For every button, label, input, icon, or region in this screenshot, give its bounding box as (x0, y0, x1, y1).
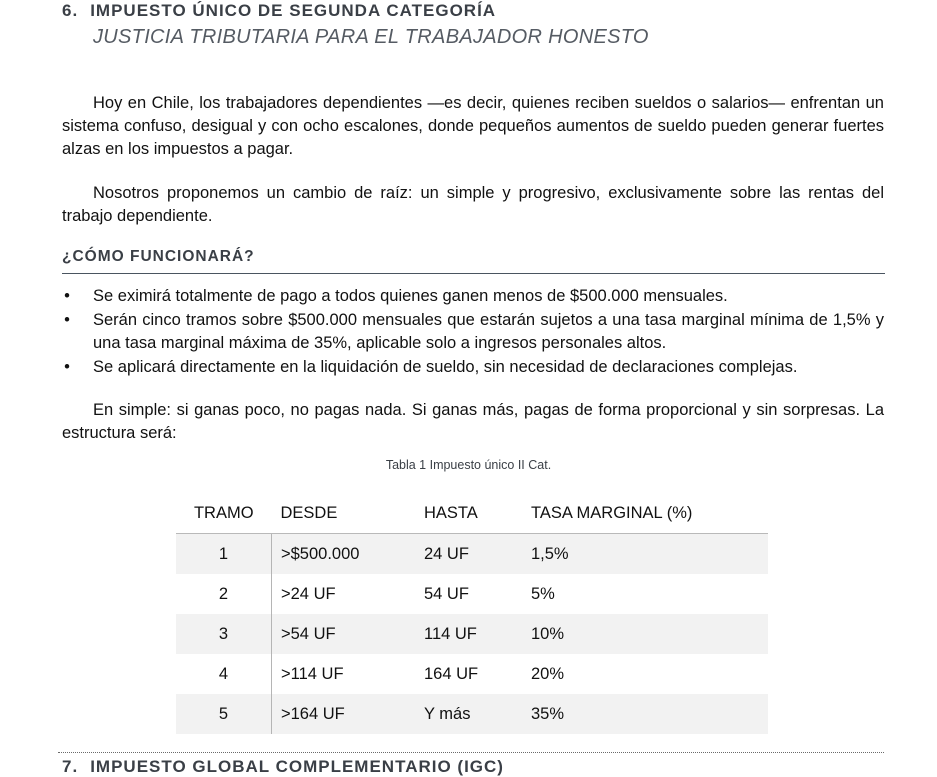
cell-desde: >$500.000 (272, 534, 425, 575)
table-row (176, 694, 768, 734)
table-row (176, 654, 768, 694)
cell-desde: >114 UF (272, 654, 425, 694)
section-heading (62, 1, 496, 21)
cell-tasa: 35% (531, 694, 768, 734)
proposal-paragraph: Nosotros proponemos un cambio de raíz: un simple y progresivo, exclusivamente sobre las rentas del trabajo dependiente. (62, 184, 884, 225)
table-row (176, 614, 768, 654)
bullet-list (62, 285, 884, 379)
cell-tasa: 5% (531, 584, 555, 603)
cell-tramo: 4 (218, 664, 229, 683)
cell-hasta: Y más (424, 694, 531, 734)
header-tasa: TASA MARGINAL (%) (531, 493, 768, 534)
cell-hasta: 24 UF (424, 534, 531, 575)
bullet-icon: • (64, 357, 70, 376)
list-item (62, 356, 884, 380)
bullet-icon: • (64, 310, 70, 329)
cell-tasa: 1,5% (531, 534, 768, 575)
table-caption: Tabla 1 Impuesto único II Cat. (385, 458, 552, 472)
cell-tasa: 10% (531, 614, 768, 654)
cell-hasta: 164 UF (424, 664, 479, 683)
header-desde: DESDE (272, 493, 425, 534)
cell-hasta: 54 UF (424, 584, 469, 603)
summary-paragraph: En simple: si ganas poco, no pagas nada. Si ganas más, pagas de forma proporcional y sin sorpresas. La estructura será: (62, 401, 884, 442)
next-section-number: 7. (62, 757, 79, 776)
cell-desde: >54 UF (272, 614, 425, 654)
cell-desde: >164 UF (272, 694, 425, 734)
next-section-title: IMPUESTO GLOBAL COMPLEMENTARIO (IGC) (90, 757, 504, 776)
header-hasta: HASTA (424, 493, 531, 534)
list-item (62, 285, 884, 309)
table-row (176, 534, 768, 575)
cell-tramo: 1 (176, 534, 272, 575)
section-title: IMPUESTO ÚNICO DE SEGUNDA CATEGORÍA (90, 1, 497, 20)
bullet-text: Se eximirá totalmente de pago a todos quienes ganen menos de $500.000 mensuales. (93, 287, 728, 305)
heading-divider (62, 273, 885, 274)
tax-bracket-table (176, 493, 768, 734)
cell-tramo: 2 (218, 584, 229, 603)
cell-tramo: 5 (176, 694, 272, 734)
bullet-text: Serán cinco tramos sobre $500.000 mensuales que estarán sujetos a una tasa marginal mínima de 1,5% y una tasa marginal máxima de 35%, aplicable solo a ingresos personales altos. (93, 310, 884, 352)
bullet-icon: • (64, 287, 70, 305)
cell-hasta: 114 UF (424, 614, 531, 654)
section-divider (58, 752, 884, 753)
section-subtitle: JUSTICIA TRIBUTARIA PARA EL TRABAJADOR HONESTO (93, 26, 649, 48)
cell-tramo: 3 (176, 614, 272, 654)
header-tramo: TRAMO (176, 493, 272, 534)
table-row (176, 574, 768, 614)
next-section-heading (62, 757, 504, 777)
bullet-text: Se aplicará directamente en la liquidación de sueldo, sin necesidad de declaraciones complejas. (93, 357, 798, 376)
how-heading: ¿CÓMO FUNCIONARÁ? (62, 248, 255, 265)
cell-desde: >24 UF (272, 574, 425, 614)
table-header-row (176, 493, 768, 534)
section-number: 6. (62, 1, 79, 20)
intro-paragraph: Hoy en Chile, los trabajadores dependientes —es decir, quienes reciben sueldos o salarios— enfrentan un sistema confuso, desigual y con ocho escalones, donde pequeños aumentos de sueldo pueden generar fuertes alzas en los impuestos a pagar. (62, 94, 884, 158)
list-item (62, 309, 884, 356)
cell-tasa: 20% (531, 664, 565, 683)
